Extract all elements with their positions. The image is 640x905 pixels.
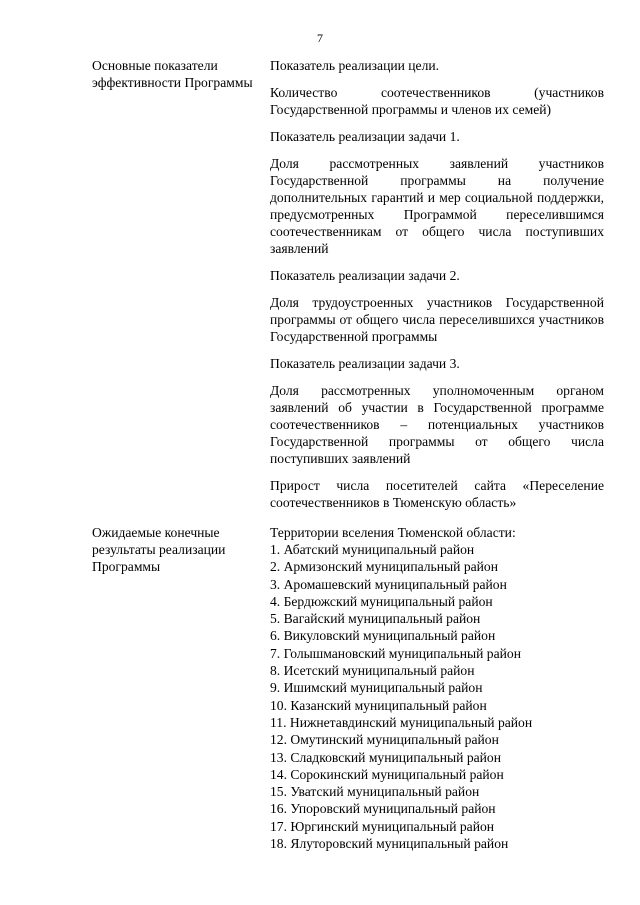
section-label-indicators: Основные показатели эффективности Программы — [92, 58, 253, 90]
goal-indicator-text: Количество соотечественников (участников Государственной программы и членов их семей) — [270, 85, 604, 117]
indicators-column — [270, 57, 604, 521]
list-item: 5. Вагайский муниципальный район — [270, 611, 481, 627]
list-item: 16. Упоровский муниципальный район — [270, 801, 496, 817]
task3-indicator-text: Доля рассмотренных уполномоченным органом заявлений об участии в Государственной программе соотечественников – потенциальных участников Государственной программы от общего числа поступивших заявлений — [270, 383, 604, 466]
task1-indicator-text: Доля рассмотренных заявлений участников Государственной программы на получение дополнительных гарантий и мер социальной поддержки, предусмотренных Программой переселившимся соотечественникам от общего числа поступивших заявлений — [270, 156, 604, 256]
list-item: 13. Сладковский муниципальный район — [270, 749, 501, 765]
list-item: 1. Абатский муниципальный район — [270, 542, 475, 557]
page-number: 7 — [317, 31, 323, 45]
list-item: 8. Исетский муниципальный район — [270, 663, 475, 679]
list-item: 12. Омутинский муниципальный район — [270, 732, 499, 748]
territory-list — [270, 541, 604, 852]
section-label-results: Ожидаемые конечные результаты реализации Программы — [92, 525, 226, 574]
list-item: 14. Сорокинский муниципальный район — [270, 766, 504, 782]
task2-indicator-text: Доля трудоустроенных участников Государственной программы от общего числа переселившихся участников Государственной программы — [270, 295, 604, 344]
list-item: 6. Викуловский муниципальный район — [270, 628, 496, 644]
results-column — [270, 524, 604, 852]
task2-indicator-heading: Показатель реализации задачи 2. — [270, 268, 460, 283]
territories-title: Территории вселения Тюменской области: — [270, 525, 516, 540]
list-item: 11. Нижнетавдинский муниципальный район — [270, 714, 533, 730]
list-item: 15. Уватский муниципальный район — [270, 784, 480, 800]
list-item: 3. Аромашевский муниципальный район — [270, 576, 507, 592]
website-visitors-indicator-text: Прирост числа посетителей сайта «Переселение соотечественников в Тюменскую область» — [270, 478, 604, 510]
task3-indicator-heading: Показатель реализации задачи 3. — [270, 356, 460, 371]
list-item: 9. Ишимский муниципальный район — [270, 680, 483, 696]
list-item: 4. Бердюжский муниципальный район — [270, 593, 493, 609]
goal-indicator-heading: Показатель реализации цели. — [270, 58, 440, 73]
task1-indicator-heading: Показатель реализации задачи 1. — [270, 129, 460, 144]
list-item: 10. Казанский муниципальный район — [270, 697, 487, 713]
list-item: 17. Юргинский муниципальный район — [270, 818, 495, 834]
list-item: 18. Ялуторовский муниципальный район — [270, 836, 509, 852]
list-item: 7. Голышмановский муниципальный район — [270, 645, 521, 661]
list-item: 2. Армизонский муниципальный район — [270, 559, 498, 575]
